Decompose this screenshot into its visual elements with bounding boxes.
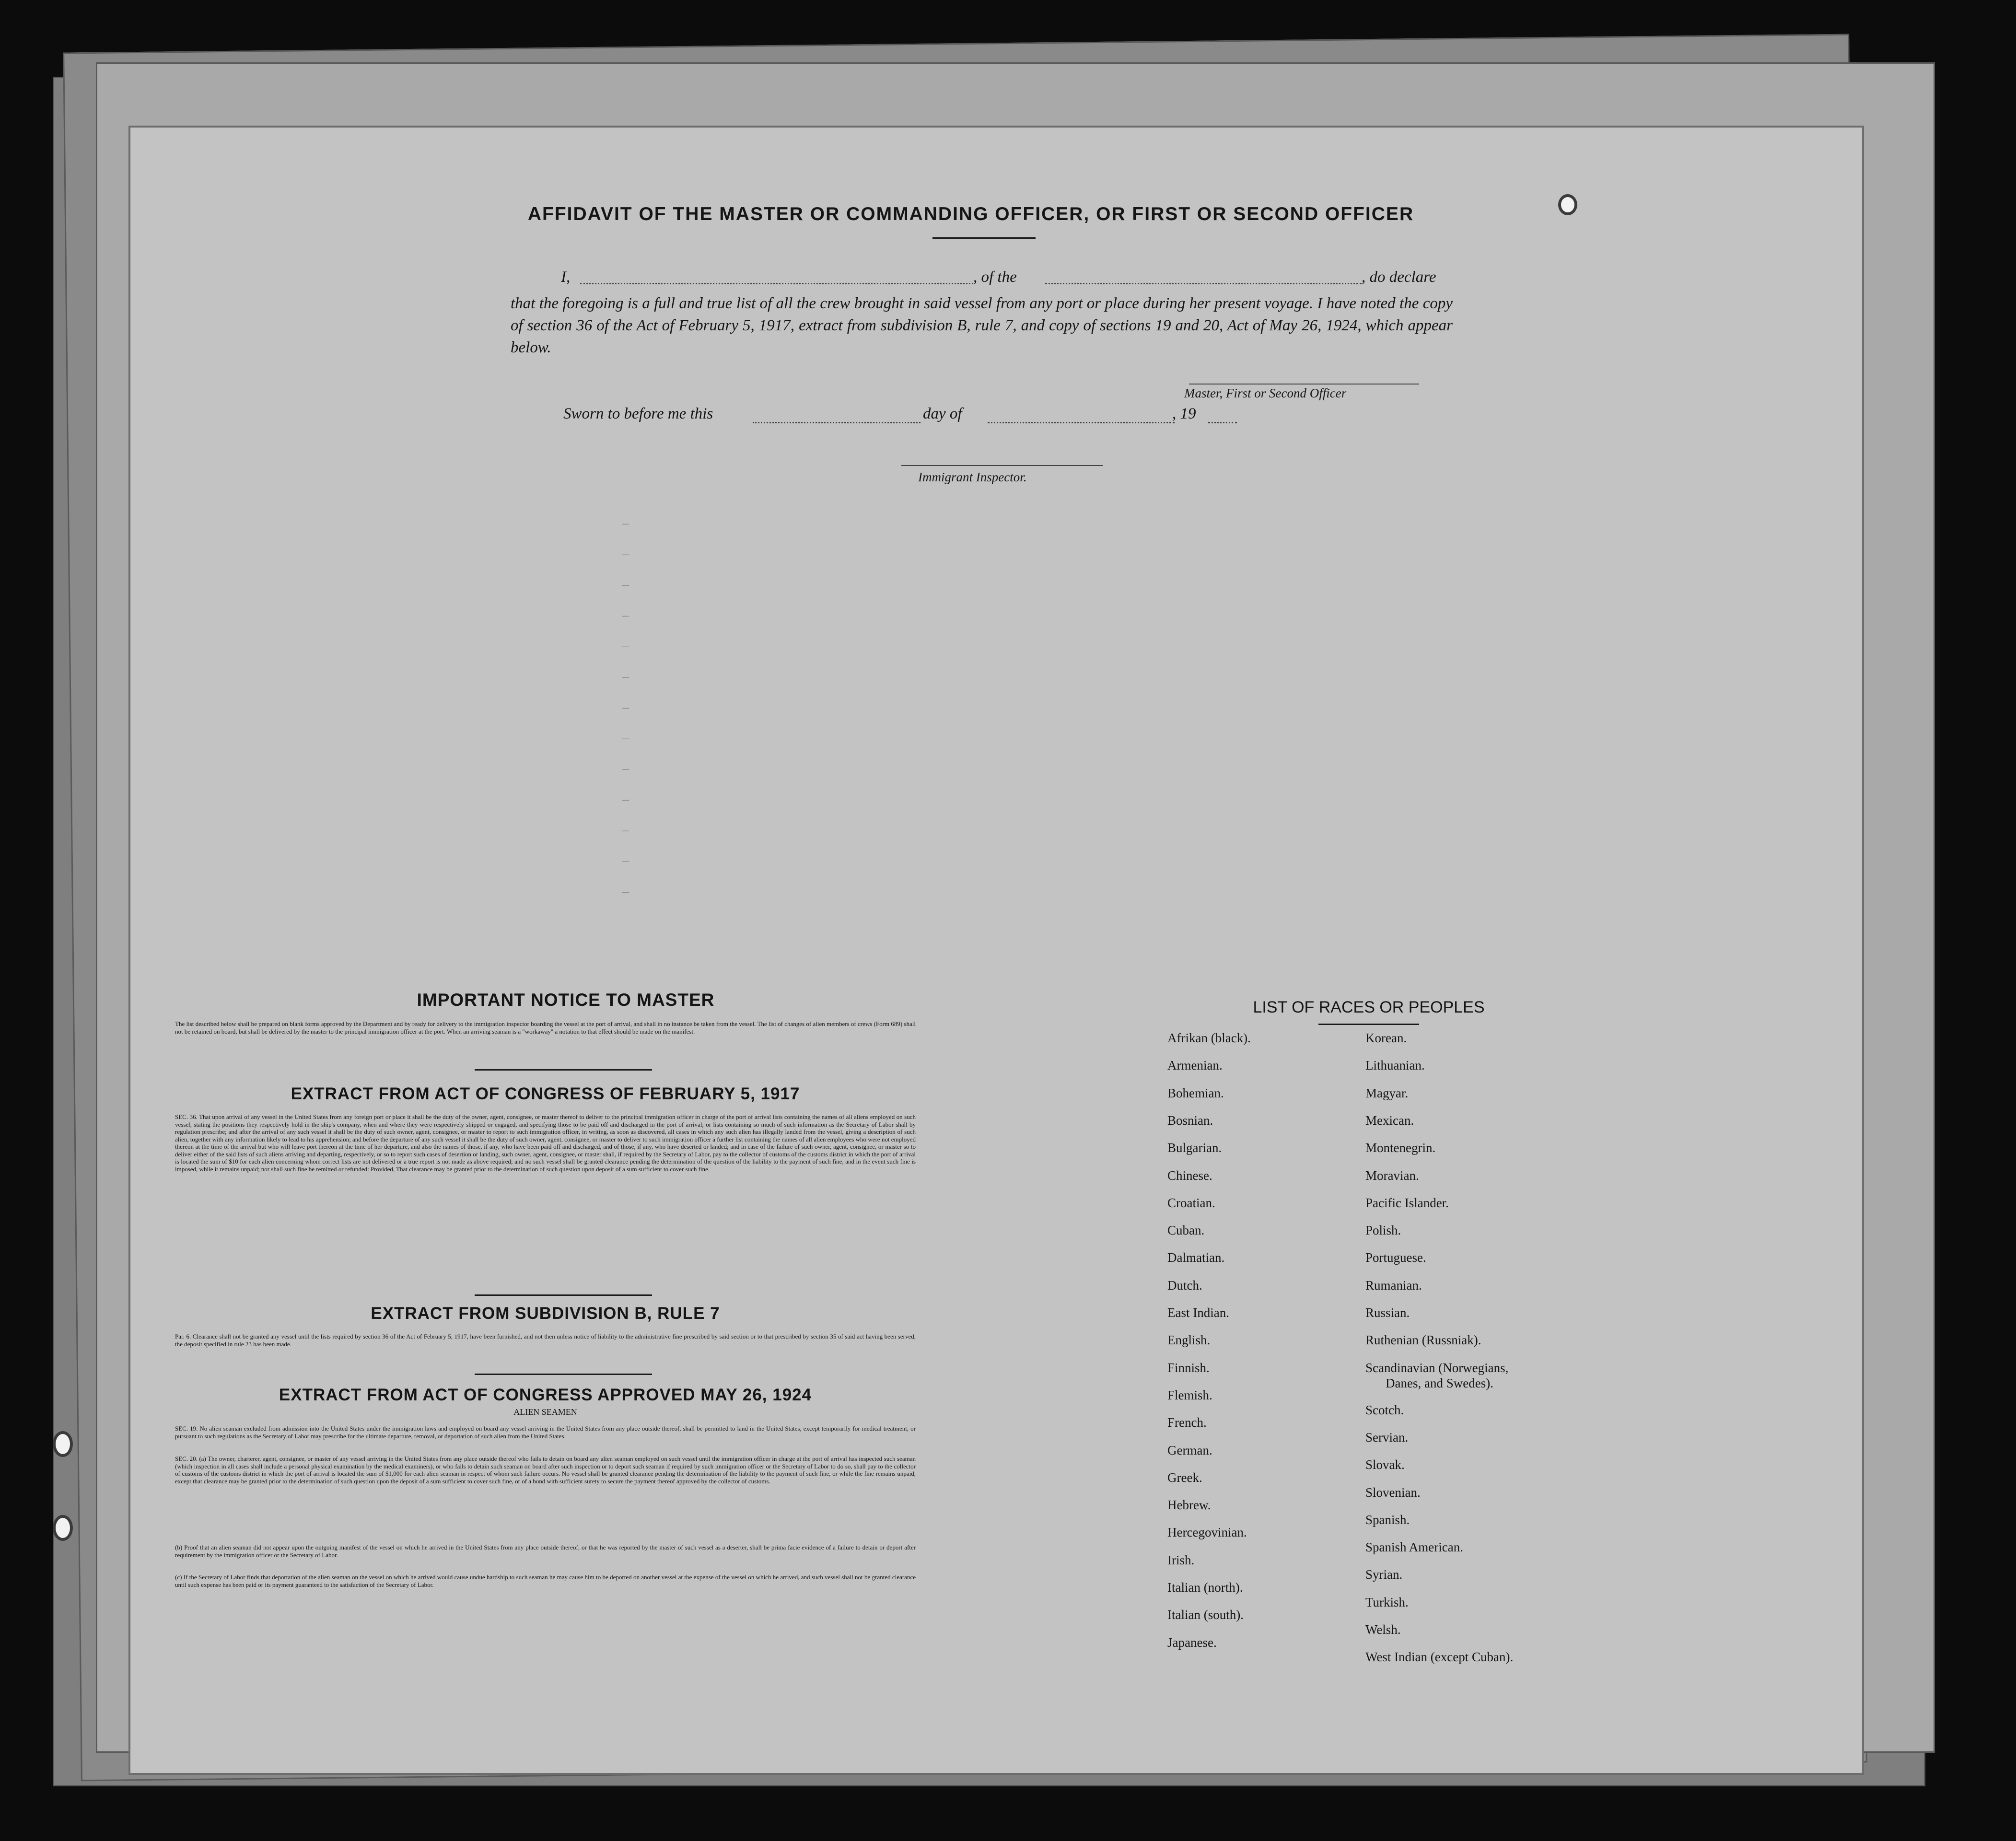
race-item: Croatian. bbox=[1167, 1195, 1215, 1210]
race-item: Montenegrin. bbox=[1365, 1141, 1436, 1155]
race-item: Afrikan (black). bbox=[1167, 1031, 1251, 1045]
race-item: Ruthenian (Russniak). bbox=[1365, 1333, 1481, 1348]
notice-body: The list described below shall be prepared on blank forms approved by the Department and by ready for delivery to the immigration inspector boarding the vessel at the port of arrival, and shall in no instance be taken from the vessel. The list of changes of alien members of crews (Form 689) shall not be retained on board, but shall be delivered by the master to the principal immigration officer at the port. When an arriving seaman is a "workaway" a notation to that effect should be made on the manifest. bbox=[175, 1020, 916, 1035]
extract-1917-body: SEC. 36. That upon arrival of any vessel in the United States from any foreign port or place it shall be the duty of the owner, agent, consignee, or master thereof to deliver to the principal immigration officer in charge of the port of arrival lists containing the names of all aliens employed on such vessel, stating the positions they respectively hold in the ship's company, when and where they were respectively shipped or engaged, and specifying those to be paid off and discharged in the port of arrival; or lists containing so much of such information as the Secretary of Labor shall by regulation prescribe; and after the arrival of any such vessel it shall be the duty of such owner, agent, consignee, or master to report to such immigration officer, in writing, as soon as discovered, all cases in which any such alien has illegally landed from the vessel, giving a description of such alien, together with any information likely to lead to his apprehension; and before the departure of any such vessel it shall be the duty of such owner, agent, consignee, or master to deliver to such immigration officer a further list containing the names of all alien employees who were not employed thereon at the time of the arrival but who will leave port thereon at the time of her departure, and also the names of those, if any, who have been paid off and discharged, and of those, if any, who have deserted or landed; and in case of the failure of such owner, agent, consignee, or master so to deliver either of the said lists of such aliens arriving and departing, respectively, or so to report such cases of desertion or landing, such owner, agent, consignee, or master shall, if required by the Secretary of Labor, pay to the collector of customs of the customs district in which the port of arrival is located the sum of $10 for each alien concerning whom correct lists are not delivered or a true report is not made as above required; and no such vessel shall be granted clearance pending the determination of the question of the liability to the payment of such fine, and in the event such fine is imposed, while it remains unpaid; nor shall such fine be remitted or refunded: Provided, That clearance may be granted prior to the determination of such question upon deposit of a sum sufficient to cover such fine. bbox=[175, 1113, 916, 1173]
inspector-signature-field[interactable] bbox=[901, 465, 1103, 466]
race-item: Irish. bbox=[1167, 1552, 1195, 1567]
race-item: Italian (north). bbox=[1167, 1580, 1243, 1595]
race-item: Scandinavian (Norwegians, bbox=[1365, 1360, 1509, 1375]
race-item: West Indian (except Cuban). bbox=[1365, 1650, 1514, 1665]
race-item: Dutch. bbox=[1167, 1278, 1202, 1293]
race-item: Bulgarian. bbox=[1167, 1141, 1222, 1155]
race-item: Slovenian. bbox=[1365, 1485, 1421, 1500]
sworn-label: Sworn to before me this bbox=[563, 405, 713, 422]
divider bbox=[475, 1374, 652, 1375]
race-item: Bohemian. bbox=[1167, 1085, 1224, 1100]
day-field[interactable] bbox=[753, 422, 921, 423]
of-the-label: , of the bbox=[973, 268, 1017, 286]
race-item: Japanese. bbox=[1167, 1635, 1217, 1650]
sec20a-text: SEC. 20. (a) The owner, charterer, agent, consignee, or master of any vessel arriving in the United States from any place outside thereof who fails to detain on board any alien seaman employed on such vessel until the immigration officer in charge at the port of arrival has inspected such seaman (which inspection in all cases shall include a personal physical examination by the medical examiners), or who fails to detain such seaman on board after such inspection or to deport such seaman if required by such immigration officer or the Secretary of Labor to do so, shall pay to the collector of customs of the customs district in which the port of arrival is located the sum of $1,000 for each alien seaman in respect of whom such failure occurs. No vessel shall be granted clearance pending the determination of the liability to the payment of such fine, or while the fine remains unpaid, except that clearance may be granted prior to the determination of such question upon the deposit of a sum sufficient to cover such fine, or of a bond with sufficient surety to secure the payment thereof approved by the collector of customs. bbox=[175, 1455, 916, 1485]
race-item: Portuguese. bbox=[1365, 1250, 1426, 1265]
form-page bbox=[128, 126, 1864, 1775]
race-item: Servian. bbox=[1365, 1430, 1409, 1445]
race-item: Cuban. bbox=[1167, 1223, 1205, 1238]
name-field[interactable] bbox=[580, 283, 973, 284]
race-item: English. bbox=[1167, 1333, 1211, 1348]
race-item: Danes, and Swedes). bbox=[1386, 1375, 1493, 1390]
do-declare-label: , do declare bbox=[1362, 268, 1436, 286]
race-item: Spanish. bbox=[1365, 1512, 1410, 1527]
race-item: Syrian. bbox=[1365, 1567, 1403, 1582]
race-item: Magyar. bbox=[1365, 1085, 1409, 1100]
race-item: East Indian. bbox=[1167, 1305, 1229, 1320]
race-item: Scotch. bbox=[1365, 1402, 1404, 1417]
race-item: Spanish American. bbox=[1365, 1540, 1463, 1555]
inspector-label: Immigrant Inspector. bbox=[918, 470, 1027, 484]
race-item: Slovak. bbox=[1365, 1457, 1405, 1472]
race-item: Greek. bbox=[1167, 1470, 1202, 1485]
race-item: Hercegovinian. bbox=[1167, 1525, 1247, 1540]
year-label: , 19 bbox=[1172, 405, 1196, 422]
race-item: Welsh. bbox=[1365, 1622, 1401, 1637]
extract-1924-subtitle: ALIEN SEAMEN bbox=[513, 1407, 577, 1417]
race-item: Russian. bbox=[1365, 1305, 1410, 1320]
master-label: Master, First or Second Officer bbox=[1184, 386, 1347, 400]
rule7-title: EXTRACT FROM SUBDIVISION B, RULE 7 bbox=[371, 1304, 720, 1323]
race-item: Mexican. bbox=[1365, 1113, 1414, 1128]
affidavit-title: AFFIDAVIT OF THE MASTER OR COMMANDING OFFICER, OR FIRST OR SECOND OFFICER bbox=[527, 204, 1414, 224]
race-item: French. bbox=[1167, 1415, 1207, 1430]
race-item: Korean. bbox=[1365, 1031, 1407, 1045]
race-item: Pacific Islander. bbox=[1365, 1195, 1449, 1210]
day-of-label: day of bbox=[923, 405, 962, 422]
race-item: Turkish. bbox=[1365, 1595, 1409, 1609]
rule7-body: Par. 6. Clearance shall not be granted any vessel until the lists required by section 36 of the Act of February 5, 1917, have been furnished, and not then unless notice of liability to the administrative fine prescribed by said section or to that prescribed by section 35 of said act having been served, the deposit specified in rule 23 has been made. bbox=[175, 1333, 916, 1348]
extract-1924-title: EXTRACT FROM ACT OF CONGRESS APPROVED MAY 26, 1924 bbox=[279, 1386, 812, 1404]
race-item: Italian (south). bbox=[1167, 1608, 1244, 1622]
master-signature-field[interactable] bbox=[1189, 384, 1419, 385]
race-item: Moravian. bbox=[1365, 1168, 1419, 1183]
sec19-text: SEC. 19. No alien seaman excluded from admission into the United States under the immigration laws and employed on board any vessel arriving in the United States from any place outside thereof, shall be permitted to land in the United States, except temporarily for medical treatment, or pursuant to such regulations as the Secretary of Labor may prescribe for the ultimate departure, removal, or deportation of such alien from the United States. bbox=[175, 1425, 916, 1440]
race-item: Rumanian. bbox=[1365, 1278, 1422, 1293]
binder-hole bbox=[53, 1431, 73, 1457]
race-item: Chinese. bbox=[1167, 1168, 1212, 1183]
race-item: Hebrew. bbox=[1167, 1498, 1211, 1513]
bleed-through-marks: – – – – – – – – – – – – – bbox=[622, 516, 629, 899]
binder-hole bbox=[53, 1515, 73, 1541]
sec20c-text: (c) If the Secretary of Labor finds that deportation of the alien seaman on the vessel on which he arrived would cause undue hardship to such seaman he may cause him to be deported on another vessel at the expense of the vessel on which he arrived, and such vessel shall not be granted clearance until such expense has been paid or its payment guaranteed to the satisfaction of the Secretary of Labor. bbox=[175, 1573, 916, 1588]
race-item: Armenian. bbox=[1167, 1058, 1223, 1073]
declaration-text: that the foregoing is a full and true list of all the crew brought in said vessel from any port or place during her present voyage. I have noted the copy of section 36 of the Act of February 5, 1917, extract from subdivision B, rule 7, and copy of sections 19 and 20, Act of May 26, 1924, which appear below. bbox=[511, 295, 1453, 356]
race-item: German. bbox=[1167, 1443, 1212, 1457]
race-item: Flemish. bbox=[1167, 1387, 1212, 1402]
divider bbox=[475, 1294, 652, 1296]
race-item: Bosnian. bbox=[1167, 1113, 1213, 1128]
sec20b-text: (b) Proof that an alien seaman did not appear upon the outgoing manifest of the vessel on which he arrived in the United States from any place outside thereof, or that he was reported by the master of such vessel as a deserter, shall be prima facie evidence of a failure to detain or deport after requirement by the immigration officer or the Secretary of Labor. bbox=[175, 1544, 916, 1559]
divider bbox=[1318, 1024, 1419, 1025]
month-field[interactable] bbox=[988, 422, 1175, 423]
year-field[interactable] bbox=[1208, 422, 1237, 423]
races-title: LIST OF RACES OR PEOPLES bbox=[1253, 998, 1485, 1016]
race-item: Polish. bbox=[1365, 1223, 1401, 1238]
race-item: Lithuanian. bbox=[1365, 1058, 1425, 1073]
extract-1917-title: EXTRACT FROM ACT OF CONGRESS OF FEBRUARY 5, 1917 bbox=[291, 1084, 800, 1103]
race-item: Dalmatian. bbox=[1167, 1250, 1225, 1265]
race-item: Finnish. bbox=[1167, 1360, 1210, 1375]
binder-hole bbox=[1558, 194, 1577, 215]
i-label: I, bbox=[561, 268, 571, 286]
divider bbox=[932, 237, 1036, 239]
vessel-field[interactable] bbox=[1045, 283, 1362, 284]
notice-title: IMPORTANT NOTICE TO MASTER bbox=[417, 990, 715, 1010]
divider bbox=[475, 1069, 652, 1071]
